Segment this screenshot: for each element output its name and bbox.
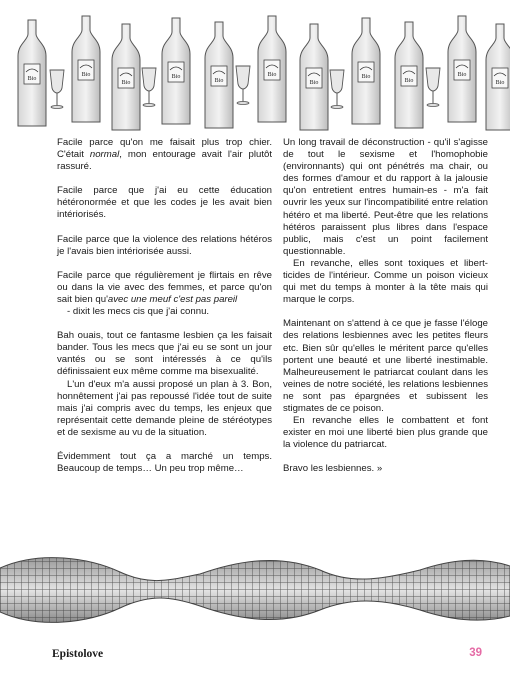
bottles-illustration: Bio <box>0 0 510 135</box>
bottle-4 <box>162 18 190 124</box>
glass-5 <box>426 68 440 107</box>
paragraph-2: Facile parce que j'ai eu cette éducation hétéronormée et que les codes je les avait bien intériorisés. <box>57 185 272 221</box>
bottle-1 <box>18 20 46 126</box>
paragraph-r2: En revanche, elles sont toxiques et libert-ticides de l'intérieur. Comme un poison vicieux qui met du temps à monter à la tête mais qui marque le corps. <box>283 257 488 306</box>
glass-2 <box>142 68 156 107</box>
paragraph-r3: Maintenant on s'attend à ce que je fasse l'éloge des relations lesbiennes avec les petites fleurs etc. Bien sûr qu'elles le méritent parce qu'elles portent une beauté et une liberté inestimable. Malheureusement le patriarcat coulant dans les veines de notre société, les relations lesbiennes ne sont pas épargnées et subissent les stigmates de ce poison. <box>283 318 488 414</box>
paragraph-4-note: - dixit les mecs cis que j'ai connu. <box>67 306 210 318</box>
right-column <box>283 137 488 487</box>
bottle-7 <box>300 24 328 130</box>
bottle-2 <box>72 16 100 122</box>
paragraph-r1: Un long travail de déconstruction - qu'il s'agisse de tout le sexisme et l'homophobie (environnants) qui ont pénétrés ma chair, ou des formes d'amour et du rapport à la jalousie qu'on entretient entres humain-es - m'a fait ouvrir les yeux sur l'incompatibilité entre relation hétéro et ma liberté. Peut-être que les relations hétéros paraissent plus libres dans l'espace public, mais c'est un point facilement questionnable. <box>283 137 488 257</box>
bottle-11 <box>486 24 510 130</box>
bottle-8 <box>352 18 380 124</box>
paragraph-r4: En revanche elles le combattent et font exister en moi une liberté bien plus grande que la violence du patriarcat. <box>283 415 488 451</box>
paragraph-4: Facile parce que régulièrement je flirtais en rêve ou dans la vie avec des femmes, et parce qu'on sait bien qu'avec une meuf c'est pas pareil <box>57 269 272 305</box>
bottle-10 <box>448 16 476 122</box>
left-column <box>57 137 272 487</box>
bottle-9 <box>395 22 423 128</box>
warped-grid-illustration <box>0 540 510 640</box>
bottle-6 <box>258 16 286 122</box>
bottle-5 <box>205 22 233 128</box>
glass-3 <box>236 66 250 105</box>
paragraph-5: Bah ouais, tout ce fantasme lesbien ça les faisait bander. Tous les mecs que j'ai eu se sont un jour vantés ou se sont intéressés à ce qu'ils définissaient eux même comme ma bisexualité. <box>57 330 272 378</box>
publication-name: Epistolove <box>52 648 104 660</box>
glass-4 <box>330 70 344 109</box>
paragraph-1: Facile parce qu'on me faisait plus trop chier. C'était normal, mon entourage avait l'air plutôt rassuré. <box>57 137 272 173</box>
paragraph-r5: Bravo les lesbiennes. » <box>283 463 383 475</box>
paragraph-6: L'un d'eux m'a aussi proposé un plan à 3. Bon, honnêtement j'ai pas repoussé l'idée tout de suite mais j'ai compris avec du temps, les enjeux que représentait cette demande pleine de stéréotypes et de sexisme au vu de la situation. <box>57 378 272 438</box>
page-number: 39 <box>469 647 482 659</box>
paragraph-7: Évidemment tout ça a marché un temps. Beaucoup de temps… Un peu trop même… <box>57 450 272 475</box>
paragraph-3: Facile parce que la violence des relations hétéros je l'avais bien intériorisée aussi. <box>57 233 272 257</box>
bottle-3 <box>112 24 140 130</box>
glass-1 <box>50 70 64 109</box>
